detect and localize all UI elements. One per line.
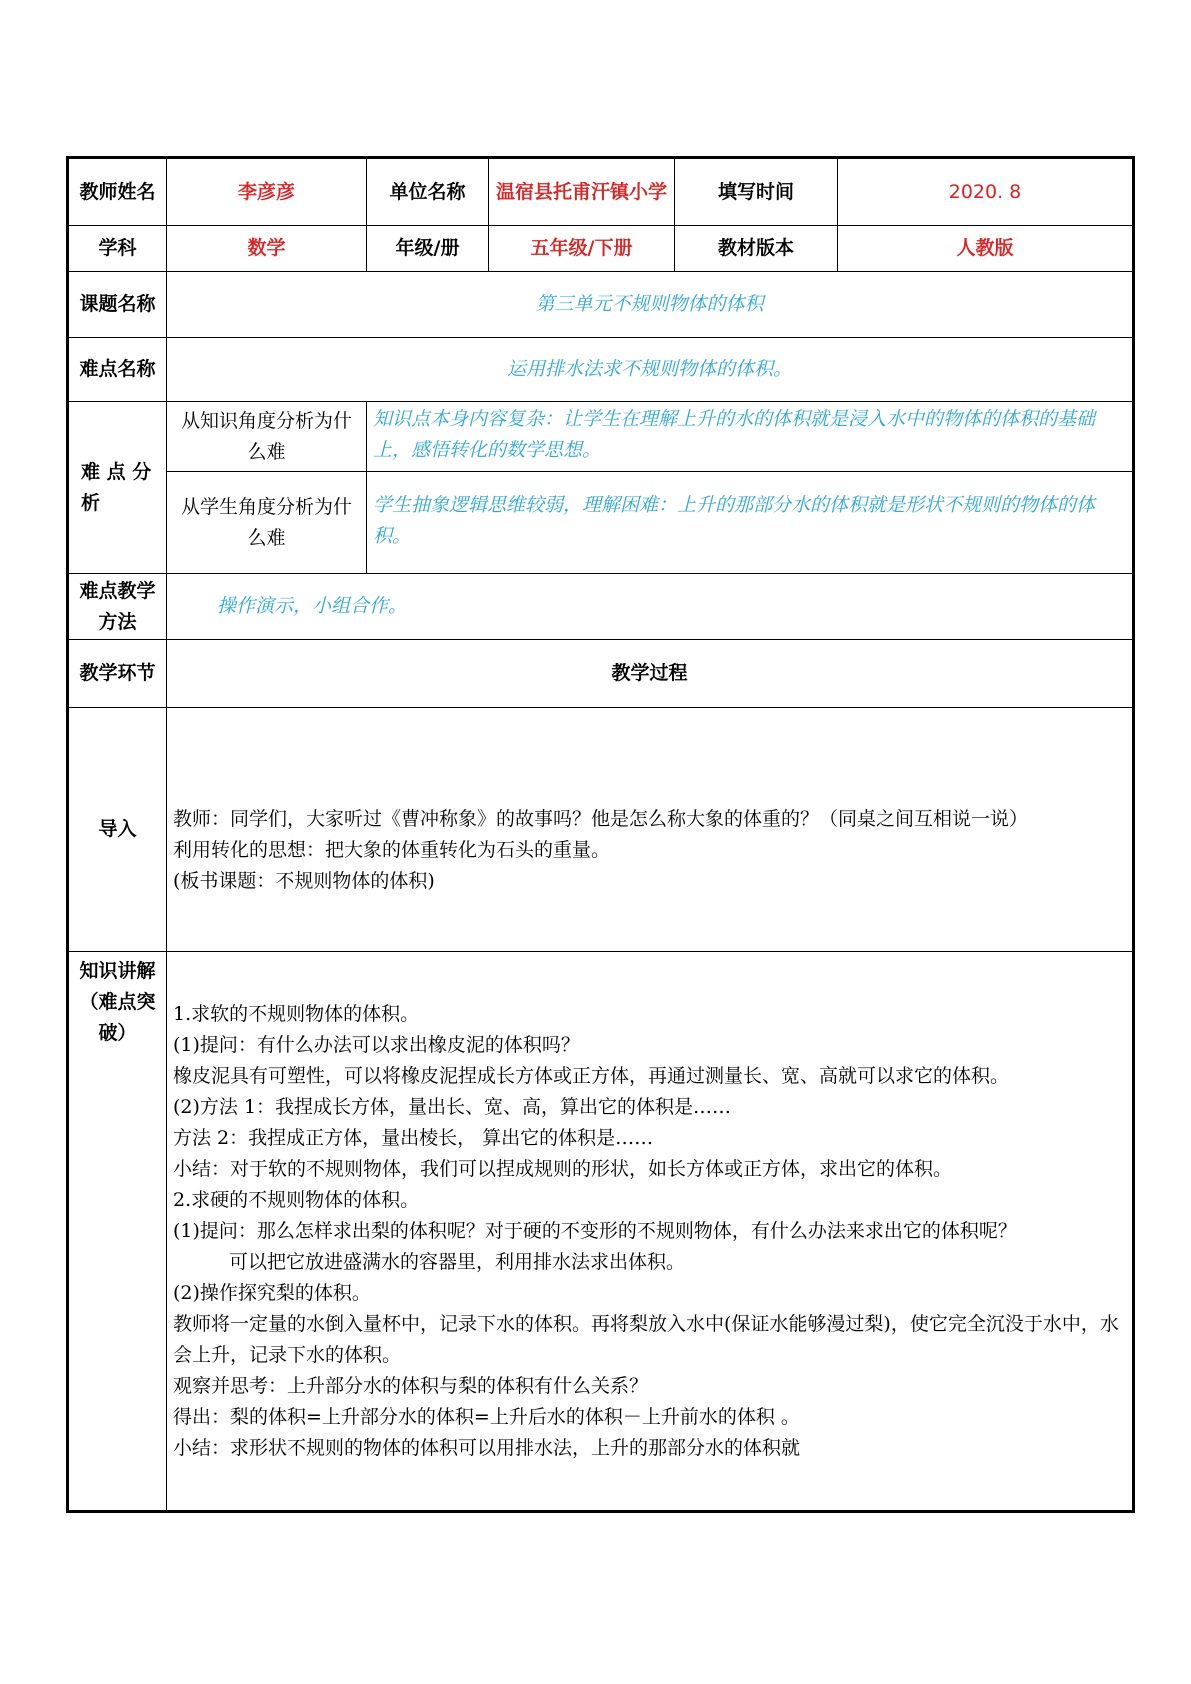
grade-value: 五年级/下册 [489, 226, 675, 272]
lecture-line: 2.求硬的不规则物体的体积。 [173, 1188, 420, 1211]
subject-label: 学科 [68, 226, 167, 272]
lecture-line: (2)方法 1：我捏成长方体，量出长、宽、高，算出它的体积是…… [173, 1095, 732, 1118]
topic-value: 第三单元不规则物体的体积 [167, 272, 1134, 338]
lecture-line: 可以把它放进盛满水的容器里，利用排水法求出体积。 [229, 1250, 686, 1273]
date-value: 2020. 8 [838, 158, 1134, 226]
knowledge-angle-label: 从知识角度分析为什么难 [167, 402, 367, 472]
lecture-content [167, 952, 1134, 1512]
topic-label: 课题名称 [68, 272, 167, 338]
edition-label: 教材版本 [675, 226, 838, 272]
header-row-2 [68, 226, 1134, 272]
process-value: 教学过程 [167, 640, 1134, 708]
method-label: 难点教学方法 [68, 574, 167, 640]
lecture-line: 得出：梨的体积=上升部分水的体积=上升后水的体积－上升前水的体积 。 [173, 1405, 800, 1428]
lecture-line: 1.求软的不规则物体的体积。 [173, 1002, 420, 1025]
intro-line: 利用转化的思想：把大象的体重转化为石头的重量。 [173, 839, 611, 861]
process-row [68, 640, 1134, 708]
lecture-line: (2)操作探究梨的体积。 [173, 1281, 371, 1304]
header-row-1 [68, 158, 1134, 226]
process-label: 教学环节 [68, 640, 167, 708]
unit-label: 单位名称 [367, 158, 489, 226]
lecture-line: (1)提问：那么怎样求出梨的体积呢？对于硬的不变形的不规则物体，有什么办法来求出它的体积呢？ [173, 1219, 1017, 1242]
lecture-line: 观察并思考：上升部分水的体积与梨的体积有什么关系？ [173, 1374, 649, 1397]
difficulty-value: 运用排水法求不规则物体的体积。 [167, 338, 1134, 402]
analysis-row-knowledge [68, 402, 1134, 472]
lecture-label: 知识讲解（难点突破） [68, 952, 167, 1512]
lecture-line: (1)提问：有什么办法可以求出橡皮泥的体积吗？ [173, 1033, 580, 1056]
teacher-label: 教师姓名 [68, 158, 167, 226]
date-label: 填写时间 [675, 158, 838, 226]
method-row [68, 574, 1134, 640]
intro-line: (板书课题：不规则物体的体积) [173, 870, 435, 892]
topic-row [68, 272, 1134, 338]
method-value: 操作演示，小组合作。 [167, 574, 1134, 640]
student-angle-value: 学生抽象逻辑思维较弱，理解困难：上升的那部分水的体积就是形状不规则的物体的体积。 [367, 472, 1134, 574]
lecture-line: 方法 2：我捏成正方体，量出棱长， 算出它的体积是…… [173, 1126, 654, 1149]
lecture-line: 小结：求形状不规则的物体的体积可以用排水法，上升的那部分水的体积就 [173, 1436, 801, 1459]
difficulty-row [68, 338, 1134, 402]
intro-row [68, 708, 1134, 952]
intro-content [167, 708, 1134, 952]
lecture-line: 小结：对于软的不规则物体，我们可以捏成规则的形状，如长方体或正方体，求出它的体积。 [173, 1157, 953, 1180]
analysis-label: 难 点 分析 [68, 402, 167, 574]
unit-value: 温宿县托甫汗镇小学 [489, 158, 675, 226]
lesson-plan-table [66, 156, 1135, 1513]
edition-value: 人教版 [838, 226, 1134, 272]
subject-value: 数学 [167, 226, 367, 272]
lecture-row [68, 952, 1134, 1512]
teacher-value: 李彦彦 [167, 158, 367, 226]
intro-label: 导入 [68, 708, 167, 952]
lecture-line: 教师将一定量的水倒入量杯中，记录下水的体积。再将梨放入水中(保证水能够漫过梨)，使它完全沉没于水中，水会上升，记录下水的体积。 [173, 1312, 1119, 1366]
difficulty-label: 难点名称 [68, 338, 167, 402]
grade-label: 年级/册 [367, 226, 489, 272]
intro-line: 教师：同学们，大家听过《曹冲称象》的故事吗？他是怎么称大象的体重的？（同桌之间互相说一说） [173, 808, 1029, 830]
analysis-row-student [68, 472, 1134, 574]
student-angle-label: 从学生角度分析为什么难 [167, 472, 367, 574]
lecture-line: 橡皮泥具有可塑性，可以将橡皮泥捏成长方体或正方体，再通过测量长、宽、高就可以求它的体积。 [173, 1064, 1010, 1087]
knowledge-angle-value: 知识点本身内容复杂：让学生在理解上升的水的体积就是浸入水中的物体的体积的基础上，感悟转化的数学思想。 [367, 402, 1134, 472]
